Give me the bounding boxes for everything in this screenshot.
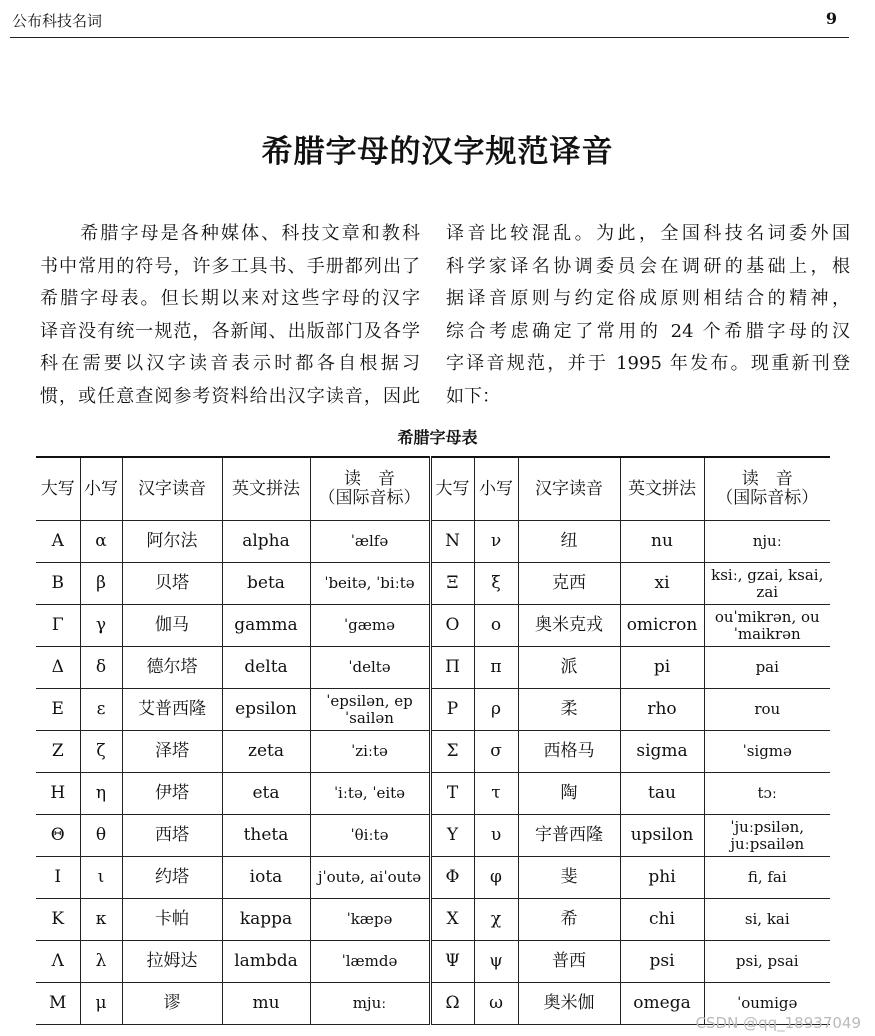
cell-pronunciation: jˈoutə, aiˈoutə (310, 857, 430, 899)
cell-pronunciation: mjuː (310, 983, 430, 1025)
table-row (36, 647, 830, 689)
table-header-row (36, 457, 830, 521)
header-text: （国际音标） (716, 488, 819, 508)
cell-uppercase: Μ (36, 983, 80, 1025)
cell-uppercase: Ο (430, 605, 474, 647)
cell-pronunciation: pai (704, 647, 830, 689)
cell-english-spelling: psi (620, 941, 704, 983)
cell-uppercase: Η (36, 773, 80, 815)
cell-chinese-reading: 纽 (518, 521, 620, 563)
cell-chinese-reading: 派 (518, 647, 620, 689)
cell-pronunciation: ˈdeltə (310, 647, 430, 689)
cell-chinese-reading: 柔 (518, 689, 620, 731)
cell-lowercase: ψ (474, 941, 518, 983)
cell-pronunciation: njuː (704, 521, 830, 563)
cell-uppercase: Β (36, 563, 80, 605)
cell-pronunciation: ˈiːtə, ˈeitə (310, 773, 430, 815)
table-row (36, 731, 830, 773)
body-column-right (446, 218, 850, 413)
cell-lowercase: δ (80, 647, 122, 689)
cell-chinese-reading: 贝塔 (122, 563, 222, 605)
cell-english-spelling: epsilon (222, 689, 310, 731)
text-line: 书中常用的符号，许多工具书、手册都列出了 (40, 255, 420, 277)
cell-english-spelling: gamma (222, 605, 310, 647)
cell-uppercase: Θ (36, 815, 80, 857)
cell-uppercase: Ψ (430, 941, 474, 983)
text-line: 科在需要以汉字读音表示时都各自根据习 (40, 353, 420, 374)
cell-uppercase: Ω (430, 983, 474, 1025)
col-uppercase: 大写 (430, 457, 474, 521)
table-row (36, 815, 830, 857)
greek-alphabet-table (36, 456, 830, 1025)
col-lowercase: 小写 (474, 457, 518, 521)
cell-english-spelling: beta (222, 563, 310, 605)
cell-uppercase: Φ (430, 857, 474, 899)
table-row (36, 899, 830, 941)
cell-chinese-reading: 斐 (518, 857, 620, 899)
cell-lowercase: π (474, 647, 518, 689)
cell-english-spelling: tau (620, 773, 704, 815)
cell-lowercase: ζ (80, 731, 122, 773)
cell-english-spelling: rho (620, 689, 704, 731)
text-line: 字译音规范，并于 1995 年发布。现重新刊登 (446, 353, 850, 374)
table-body (36, 521, 830, 1025)
cell-english-spelling: chi (620, 899, 704, 941)
cell-pronunciation: ˈepsilən, epˈsailən (310, 689, 430, 731)
cell-uppercase: Χ (430, 899, 474, 941)
cell-pronunciation: ˈziːtə (310, 731, 430, 773)
cell-english-spelling: upsilon (620, 815, 704, 857)
text-line: 据译音原则与约定俗成原则相结合的精神， (446, 288, 850, 309)
cell-lowercase: ν (474, 521, 518, 563)
cell-chinese-reading: 奥米伽 (518, 983, 620, 1025)
cell-chinese-reading: 伽马 (122, 605, 222, 647)
text-line: 希腊字母是各种媒体、科技文章和教科 (40, 223, 420, 244)
text-line: 如下： (446, 385, 500, 407)
cell-lowercase: μ (80, 983, 122, 1025)
cell-uppercase: Γ (36, 605, 80, 647)
cell-pronunciation: si, kai (704, 899, 830, 941)
cell-english-spelling: mu (222, 983, 310, 1025)
table-row (36, 605, 830, 647)
cell-english-spelling: iota (222, 857, 310, 899)
cell-lowercase: σ (474, 731, 518, 773)
cell-english-spelling: phi (620, 857, 704, 899)
cell-lowercase: β (80, 563, 122, 605)
table-row (36, 773, 830, 815)
cell-pronunciation: ˈsigmə (704, 731, 830, 773)
cell-english-spelling: alpha (222, 521, 310, 563)
text-line: 译音没有统一规范，各新闻、出版部门及各学 (40, 320, 420, 342)
table-row (36, 857, 830, 899)
col-pronunciation (310, 457, 430, 521)
cell-lowercase: λ (80, 941, 122, 983)
cell-lowercase: α (80, 521, 122, 563)
cell-uppercase: Ι (36, 857, 80, 899)
cell-pronunciation: rou (704, 689, 830, 731)
col-english-spelling: 英文拼法 (620, 457, 704, 521)
cell-lowercase: ξ (474, 563, 518, 605)
cell-uppercase: Κ (36, 899, 80, 941)
table-row (36, 521, 830, 563)
cell-chinese-reading: 西格马 (518, 731, 620, 773)
cell-lowercase: γ (80, 605, 122, 647)
cell-chinese-reading: 拉姆达 (122, 941, 222, 983)
cell-chinese-reading: 约塔 (122, 857, 222, 899)
cell-lowercase: ρ (474, 689, 518, 731)
col-chinese-reading: 汉字读音 (518, 457, 620, 521)
article-title: 希腊字母的汉字规范译音 (261, 134, 614, 170)
cell-english-spelling: kappa (222, 899, 310, 941)
running-header: 公布科技名词 (12, 12, 103, 30)
table-row (36, 689, 830, 731)
cell-chinese-reading: 希 (518, 899, 620, 941)
cell-lowercase: ω (474, 983, 518, 1025)
cell-pronunciation: ˈjuːpsilən, juːpsailən (704, 815, 830, 857)
cell-lowercase: η (80, 773, 122, 815)
text-line: 惯，或任意查阅参考资料给出汉字读音，因此 (40, 385, 420, 407)
cell-english-spelling: sigma (620, 731, 704, 773)
cell-uppercase: Υ (430, 815, 474, 857)
cell-pronunciation: ˈbeitə, ˈbiːtə (310, 563, 430, 605)
text-line: 科学家译名协调委员会在调研的基础上，根 (446, 255, 850, 277)
cell-chinese-reading: 陶 (518, 773, 620, 815)
cell-english-spelling: pi (620, 647, 704, 689)
cell-uppercase: Α (36, 521, 80, 563)
cell-uppercase: Σ (430, 731, 474, 773)
col-uppercase: 大写 (36, 457, 80, 521)
cell-lowercase: τ (474, 773, 518, 815)
text-line: 综合考虑确定了常用的 24 个希腊字母的汉 (446, 320, 850, 342)
cell-chinese-reading: 阿尔法 (122, 521, 222, 563)
cell-lowercase: χ (474, 899, 518, 941)
cell-chinese-reading: 宇普西隆 (518, 815, 620, 857)
table-title: 希腊字母表 (397, 428, 478, 447)
cell-english-spelling: nu (620, 521, 704, 563)
cell-uppercase: Τ (430, 773, 474, 815)
cell-chinese-reading: 艾普西隆 (122, 689, 222, 731)
cell-chinese-reading: 普西 (518, 941, 620, 983)
cell-pronunciation: ksiː, gzai, ksai, zai (704, 563, 830, 605)
cell-pronunciation: ˈkæpə (310, 899, 430, 941)
cell-chinese-reading: 伊塔 (122, 773, 222, 815)
cell-lowercase: κ (80, 899, 122, 941)
cell-uppercase: Ξ (430, 563, 474, 605)
col-english-spelling: 英文拼法 (222, 457, 310, 521)
cell-uppercase: Ε (36, 689, 80, 731)
cell-uppercase: Λ (36, 941, 80, 983)
body-column-left (40, 218, 420, 413)
cell-uppercase: Ν (430, 521, 474, 563)
cell-english-spelling: delta (222, 647, 310, 689)
text-line: 希腊字母表。但长期以来对这些字母的汉字 (40, 288, 420, 309)
cell-chinese-reading: 西塔 (122, 815, 222, 857)
cell-english-spelling: omega (620, 983, 704, 1025)
cell-lowercase: ι (80, 857, 122, 899)
col-chinese-reading: 汉字读音 (122, 457, 222, 521)
text-line: 译音比较混乱。为此，全国科技名词委外国 (446, 223, 850, 244)
cell-chinese-reading: 德尔塔 (122, 647, 222, 689)
cell-chinese-reading: 谬 (122, 983, 222, 1025)
cell-pronunciation: ˈlæmdə (310, 941, 430, 983)
cell-uppercase: Ρ (430, 689, 474, 731)
cell-pronunciation: ˈælfə (310, 521, 430, 563)
header-text: （国际音标） (318, 488, 421, 508)
cell-lowercase: ε (80, 689, 122, 731)
table-row (36, 563, 830, 605)
cell-english-spelling: zeta (222, 731, 310, 773)
header-text: 读 音 (344, 469, 395, 489)
cell-lowercase: υ (474, 815, 518, 857)
cell-chinese-reading: 卡帕 (122, 899, 222, 941)
cell-uppercase: Δ (36, 647, 80, 689)
cell-pronunciation: psi, psai (704, 941, 830, 983)
cell-english-spelling: xi (620, 563, 704, 605)
col-pronunciation (704, 457, 830, 521)
cell-chinese-reading: 泽塔 (122, 731, 222, 773)
cell-pronunciation: ˈgæmə (310, 605, 430, 647)
cell-lowercase: θ (80, 815, 122, 857)
header-text: 读 音 (741, 469, 793, 489)
cell-chinese-reading: 奥米克戎 (518, 605, 620, 647)
header-rule (10, 37, 849, 38)
cell-pronunciation: fi, fai (704, 857, 830, 899)
page-number: 9 (825, 9, 837, 28)
cell-english-spelling: lambda (222, 941, 310, 983)
col-lowercase: 小写 (80, 457, 122, 521)
cell-english-spelling: theta (222, 815, 310, 857)
cell-uppercase: Ζ (36, 731, 80, 773)
cell-lowercase: ο (474, 605, 518, 647)
cell-lowercase: φ (474, 857, 518, 899)
cell-pronunciation: ˈoumigə (704, 983, 830, 1025)
cell-pronunciation: tɔː (704, 773, 830, 815)
cell-english-spelling: omicron (620, 605, 704, 647)
watermark: CSDN @qq_18937049 (695, 1014, 861, 1032)
cell-english-spelling: eta (222, 773, 310, 815)
table-row (36, 941, 830, 983)
cell-pronunciation: ouˈmikrən, ouˈmaikrən (704, 605, 830, 647)
cell-pronunciation: ˈθiːtə (310, 815, 430, 857)
cell-uppercase: Π (430, 647, 474, 689)
cell-chinese-reading: 克西 (518, 563, 620, 605)
